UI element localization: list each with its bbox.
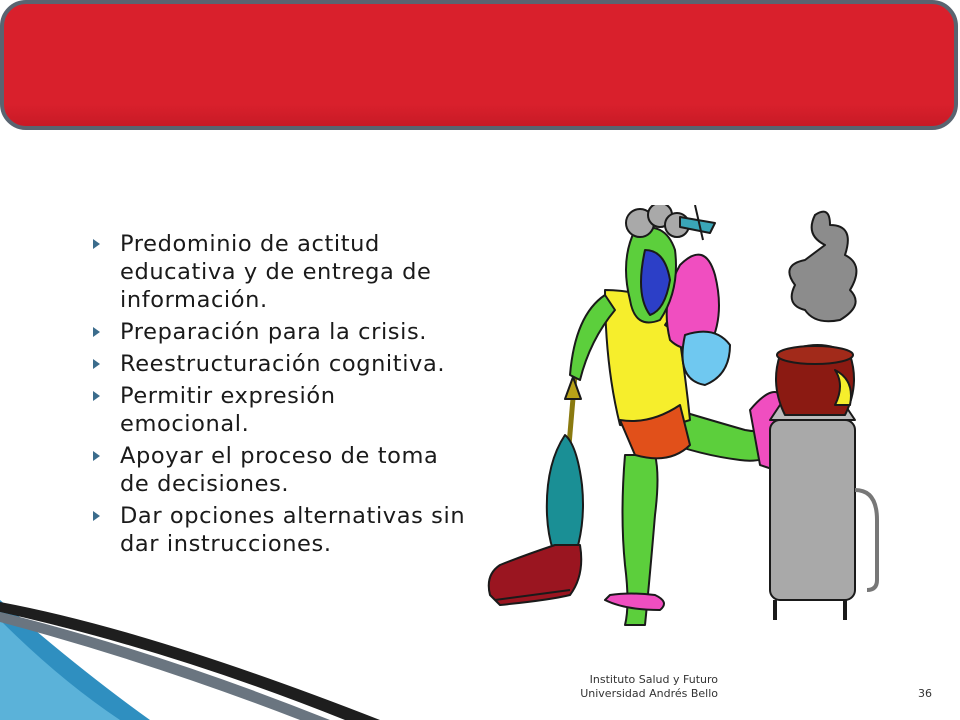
- bullet-item: Apoyar el proceso de toma de decisiones.: [88, 442, 468, 498]
- bullet-item: Dar opciones alternativas sin dar instrucciones.: [88, 502, 468, 558]
- bullet-item: Predominio de actitud educativa y de entrega de información.: [88, 230, 468, 314]
- cartoon-busy-woman-illustration: [485, 205, 895, 630]
- footer-line-1: Instituto Salud y Futuro: [589, 673, 718, 686]
- bullet-arrow-icon: [93, 239, 100, 249]
- bullet-list: [88, 230, 468, 562]
- footer-line-2: Universidad Andrés Bello: [580, 687, 718, 700]
- bullet-arrow-icon: [93, 391, 100, 401]
- bullet-item: Permitir expresión emocional.: [88, 382, 468, 438]
- slide-number: 36: [918, 687, 932, 700]
- footer-institution: [538, 673, 718, 701]
- bullet-arrow-icon: [93, 451, 100, 461]
- bullet-arrow-icon: [93, 359, 100, 369]
- bullet-item: Reestructuración cognitiva.: [88, 350, 468, 378]
- bullet-arrow-icon: [93, 327, 100, 337]
- bullet-arrow-icon: [93, 511, 100, 521]
- bullet-item: Preparación para la crisis.: [88, 318, 468, 346]
- title-bar: [0, 0, 958, 130]
- decorative-corner-swoosh: [0, 590, 380, 720]
